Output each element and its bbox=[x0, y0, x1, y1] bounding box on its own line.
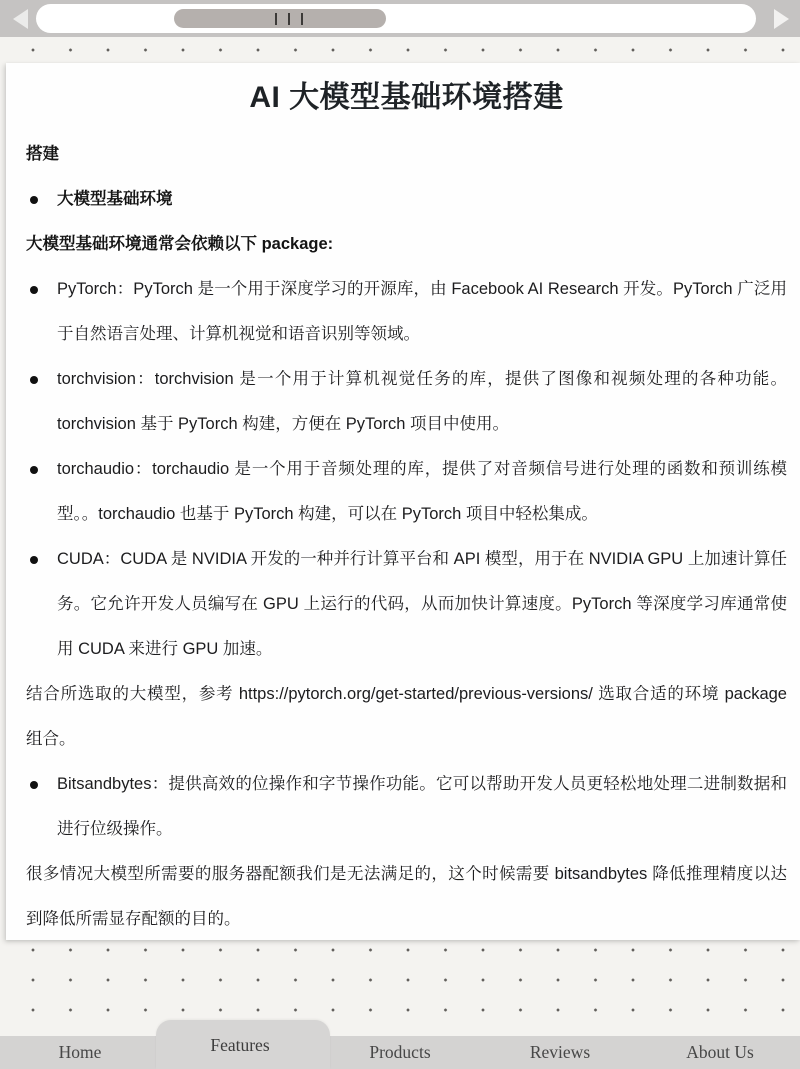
paragraph: 大模型基础环境通常会依赖以下 package: bbox=[26, 235, 334, 253]
address-bar[interactable] bbox=[36, 4, 756, 33]
bullet-icon bbox=[30, 556, 38, 564]
bullet-icon bbox=[30, 286, 38, 294]
list-item: CUDA：CUDA 是 NVIDIA 开发的一种并行计算平台和 API 模型，用于在 NVIDIA GPU 上加速计算任务。它允许开发人员编写在 GPU 上运行的代码，从而加快计算速度。PyTorch 等深度学习库通常使用 CUDA 来进行 GPU 加速。 bbox=[26, 537, 787, 672]
nav-item-features[interactable]: Features bbox=[160, 1036, 320, 1069]
bullet-icon bbox=[30, 196, 38, 204]
paragraph: 结合所选取的大模型，参考 https://pytorch.org/get-started/previous-versions/ 选取合适的环境 package 组合。 bbox=[26, 685, 787, 748]
nav-item-products[interactable]: Products bbox=[369, 1042, 431, 1062]
back-button[interactable] bbox=[13, 9, 28, 29]
forward-button[interactable] bbox=[774, 9, 789, 29]
nav-item-about-us[interactable]: About Us bbox=[686, 1042, 754, 1062]
bottom-nav-bar bbox=[0, 1036, 800, 1069]
document-page bbox=[6, 63, 800, 940]
document-title: AI 大模型基础环境搭建 bbox=[249, 81, 564, 114]
nav-item-reviews[interactable]: Reviews bbox=[529, 1042, 591, 1062]
paragraph: 很多情况大模型所需要的服务器配额我们是无法满足的，这个时候需要 bitsandbytes 降低推理精度以达到降低所需显存配额的目的。 bbox=[26, 865, 787, 928]
list-item: 大模型基础环境 bbox=[26, 177, 787, 222]
nav-item-home[interactable]: Home bbox=[58, 1042, 102, 1062]
list-item: Bitsandbytes：提供高效的位操作和字节操作功能。它可以帮助开发人员更轻松地处理二进制数据和进行位级操作。 bbox=[26, 762, 787, 852]
bullet-icon bbox=[30, 376, 38, 384]
list-item: torchaudio：torchaudio 是一个用于音频处理的库，提供了对音频信号进行处理的函数和预训练模型。。torchaudio 也基于 PyTorch 构建，可以在 PyTorch 项目中轻松集成。 bbox=[26, 447, 787, 537]
browser-top-bar bbox=[0, 0, 800, 37]
section-heading: 搭建 bbox=[26, 145, 59, 163]
list-item: torchvision：torchvision 是一个用于计算机视觉任务的库，提供了图像和视频处理的各种功能。torchvision 基于 PyTorch 构建，方便在 PyTorch 项目中使用。 bbox=[26, 357, 787, 447]
bullet-icon bbox=[30, 466, 38, 474]
grip-icon bbox=[275, 13, 303, 25]
tab-drag-handle[interactable] bbox=[174, 9, 386, 28]
bullet-icon bbox=[30, 781, 38, 789]
list-item: PyTorch：PyTorch 是一个用于深度学习的开源库，由 Facebook AI Research 开发。PyTorch 广泛用于自然语言处理、计算机视觉和语音识别等领域。 bbox=[26, 267, 787, 357]
